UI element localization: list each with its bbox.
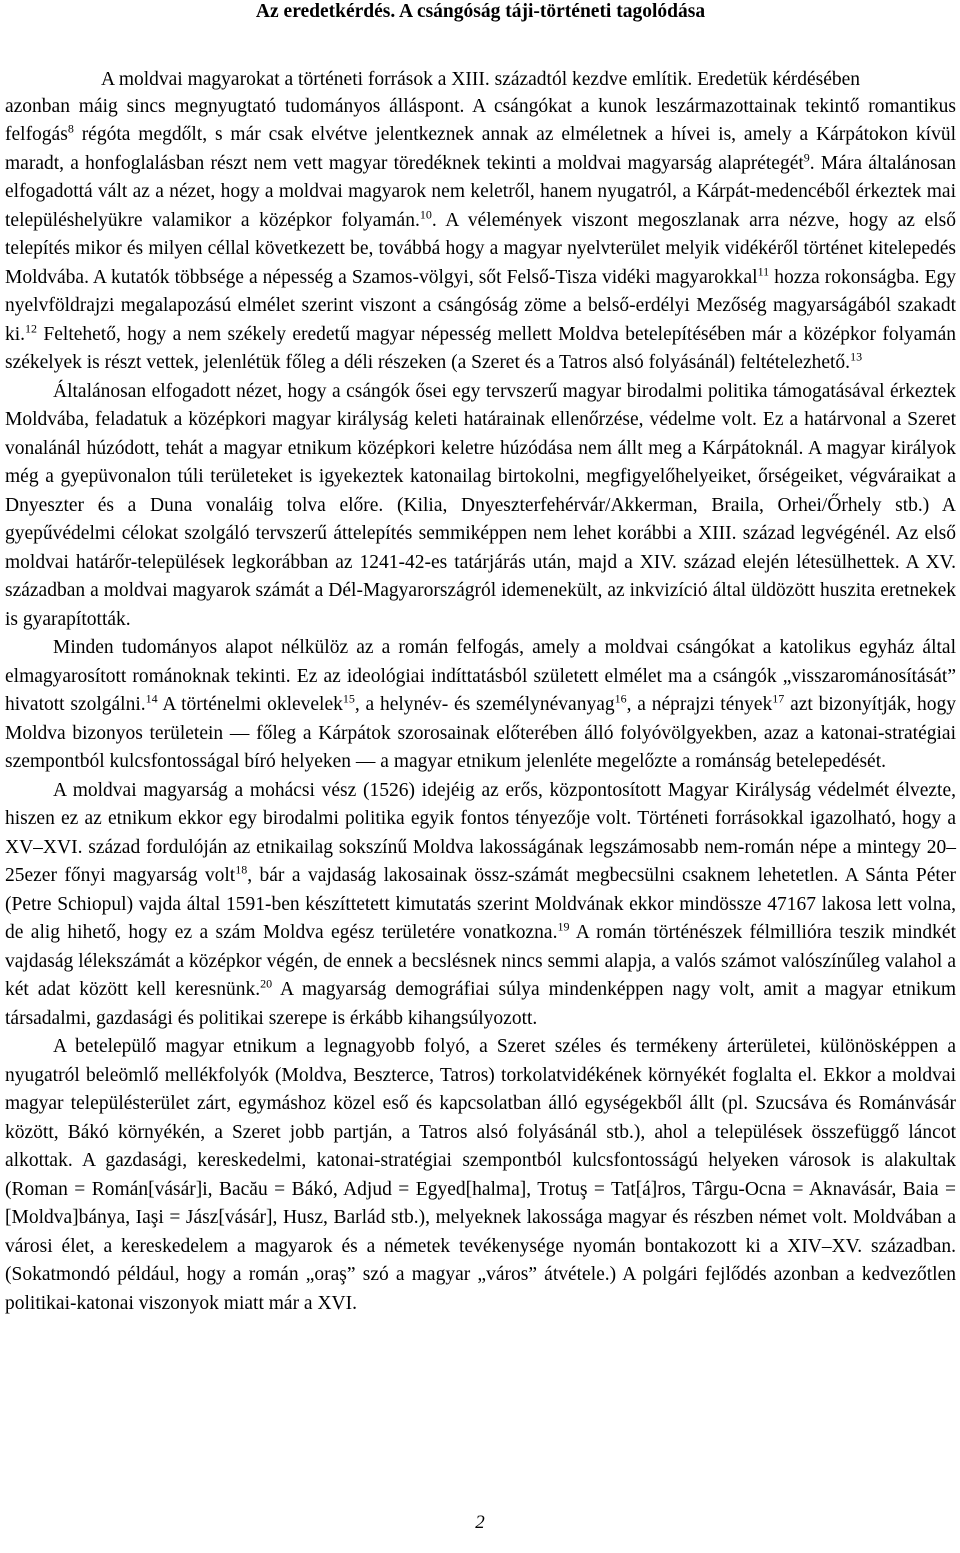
- footnote-marker: 10: [419, 207, 432, 221]
- footnote-marker: 20: [260, 976, 273, 991]
- intro-line: A moldvai magyarokat a történeti források a XIII. századtól kezdve említik. Eredetük kérdésében: [100, 69, 861, 90]
- paragraph-4: A moldvai magyarság a mohácsi vész (1526) idejéig az erős, központosított Magyar Királyság védelmét élvezte, hiszen ez az etnikum ekkor egy birodalmi politika egyik fontos tényezője volt. Történeti forrásokkal igazolható, hogy a XV–XVI. század fordulóján az etnikailag sokszínű Moldva lakosságának legszámosabb nem-román népe a mintegy 20–25ezer főnyi magyarság volt$^{18}$, bár a vajdaság lakosainak össz-számát megbecsülni csaknem lehetetlen. A Sánta Péter (Petre Schiopul) vajda által 1591-ben készíttetett kimutatás szerint Moldvának ekkor mindössze 47167 lakosa lett volna, de alig hihető, hogy ez a szám Moldva egész területére vonatkozna.$^{19}$ A román történészek félmillióra teszik mindkét vajdaság lélekszámát a középkor végén, de ennek a becslésnek nincs semmi alapja, a valós számot valószínűleg valahol a két adat között kell keresnünk.$^{20}$ A magyarság demográfiai súlya mindenképpen nagy volt, amit a magyar etnikum társadalmi, gazdasági és politikai szerepe is érkább kihangsúlyozott.: [5, 779, 956, 1029]
- page-number: 2: [475, 1512, 485, 1533]
- paragraph-1: azonban máig sincs megnyugtató tudományos álláspont. A csángókat a kunok leszármazottainak tekintő romantikus felfogás$^8$ régóta megdőlt, s már csak elvétve jelentkeznek annak az elméletnek a hívei is, amely a Kárpátokon kívül maradt, a honfoglalásban részt nem vett magyar töredéknek tekinti a moldvai magyarság alaprétegét$^9$. Mára általánosan elfogadottá vált az a nézet, hogy a moldvai magyarok nem keletről, hanem nyugatról, a Kárpát-medencéből érkeztek mai településhelyükre valamikor a középkor folyamán.$^{10}$. A vélemények viszont megoszlanak arra nézve, hogy az első telepítés mikor és milyen céllal következett be, továbbá hogy a magyar nyelvterület melyik vidékéről történet kitelepedés Moldvába. A kutatók többsége a népesség a Szamos-völgyi, sőt Felső-Tisza vidéki magyarokkal$^{11}$ hozza rokonságba. Egy nyelvföldrajzi megalapozású elmélet szerint viszont a csángóság zöme a belső-erdélyi Mezőség magyarságából szakadt ki.$^{12}$ Feltehető, hogy a nem székely eredetű magyar népesség mellett Moldva betelepítésében már a középkor folyamán székelyek is részt vettek, jelenlétük főleg a déli részeken (a Szeret és a Tatros alsó folyásánál) feltételezhető.$^{13}$: [5, 95, 956, 373]
- paragraph-3: Minden tudományos alapot nélkülöz az a román felfogás, amely a moldvai csángókat a katolikus egyház által elmagyarosított románoknak tekinti. Ez az ideológiai indíttatásból született elmélet ma a csángók „visszarománosítását” hivatott szolgálni.$^{14}$ A történelmi oklevelek$^{15}$, a helynév- és személynévanyag$^{16}$, a néprajzi tények$^{17}$ azt bizonyítják, hogy Moldva bizonyos területein — főleg a Kárpátok szorosainak előterében álló folyóvölgyekben, azaz a katonai-stratégiai szempontból kulcsfontosságal bíró helyeken — a magyar etnikum jelenléte megelőzte a románság betelepedését.: [5, 637, 956, 772]
- footnote-marker: 19: [557, 919, 570, 934]
- footnote-marker: 9: [803, 150, 810, 164]
- footnote-marker: 17: [772, 691, 785, 706]
- paragraph-2: Általánosan elfogadott nézet, hogy a csángók ősei egy tervszerű magyar birodalmi politika támogatásával érkeztek Moldvába, feladatuk a középkori magyar királyság keleti határainak ellenőrzése, védelme volt. Ez a határvonal a Szeret vonalánál húzódott, tehát a magyar etnikum középkori keletre húzódása nem állt meg a Kárpátoknál. A magyar királyok még a gyepüvonalon túli területeket is igyekeztek katonailag birtokolni, megfigyelőhelyeiket, őrségeiket, végváraikat a Dnyeszter és a Duna vonaláig tolva előre. (Kilia, Dnyeszterfehérvár/Akkerman, Braila, Orhei/Őrhely stb.) A gyepűvédelmi célokat szolgáló tervszerű áttelepítés semmiképpen nem lehet korábbi a XIII. század legvégénél. Az első moldvai határőr-települések legkorábban az 1241-42-es tatárjárás után, majd a XIV. század elején létesülhettek. A XV. században a moldvai magyarok számát a Dél-Magyarországról idemenekült, az inkvizíció által üldözött huszita eretnekek is gyarapították.: [5, 380, 956, 630]
- footnote-marker: 11: [757, 264, 770, 278]
- paragraph-5: A betelepülő magyar etnikum a legnagyobb folyó, a Szeret széles és termékeny árterületei, különösképpen a nyugatról beleömlő mellékfolyók (Moldva, Beszterce, Tatros) torkolatvidékének környékét foglalta el. Ekkor a moldvai magyar településterület zárt, egymáshoz közel eső és kapcsolatban álló egységekből állt (pl. Szucsáva és Románvásár között, Bákó környékén, a Szeret jobb partján, a Tatros alsó folyásánál stb.), ahol a települések összefüggő láncot alkottak. A gazdasági, kereskedelmi, katonai-stratégiai szempontból kulcsfontosságú helyeken városok is alakultak (Roman = Román[vásár]i, Bacău = Bákó, Adjud = Egyed[halma], Trotuş = Tat[á]ros, Târgu-Ocna = Aknavásár, Baia = [Moldva]bánya, Iaşi = Jász[vásár], Husz, Barlád stb.), melyeknek lakossága magyar és részben német volt. Moldvában a városi élet, a kereskedelem a magyarok és a németek tevékenysége nyomán bontakozott ki a XIV–XV. században. (Sokatmondó például, hogy a román „oraş” szó a magyar „város” átvétele.) A polgári fejlődés azonban a kedvezőtlen politikai-katonai viszonyok miatt már a XVI.: [5, 1036, 956, 1314]
- footnote-marker: 14: [145, 691, 158, 706]
- footnote-marker: 16: [614, 691, 627, 706]
- footnote-marker: 8: [67, 121, 74, 136]
- footnote-marker: 18: [235, 862, 248, 877]
- footnote-marker: 12: [25, 321, 38, 335]
- footnote-marker: 13: [850, 349, 863, 364]
- footnote-marker: 15: [342, 691, 355, 706]
- page-title: Az eredetkérdés. A csángóság táji-történeti tagolódása: [255, 1, 706, 22]
